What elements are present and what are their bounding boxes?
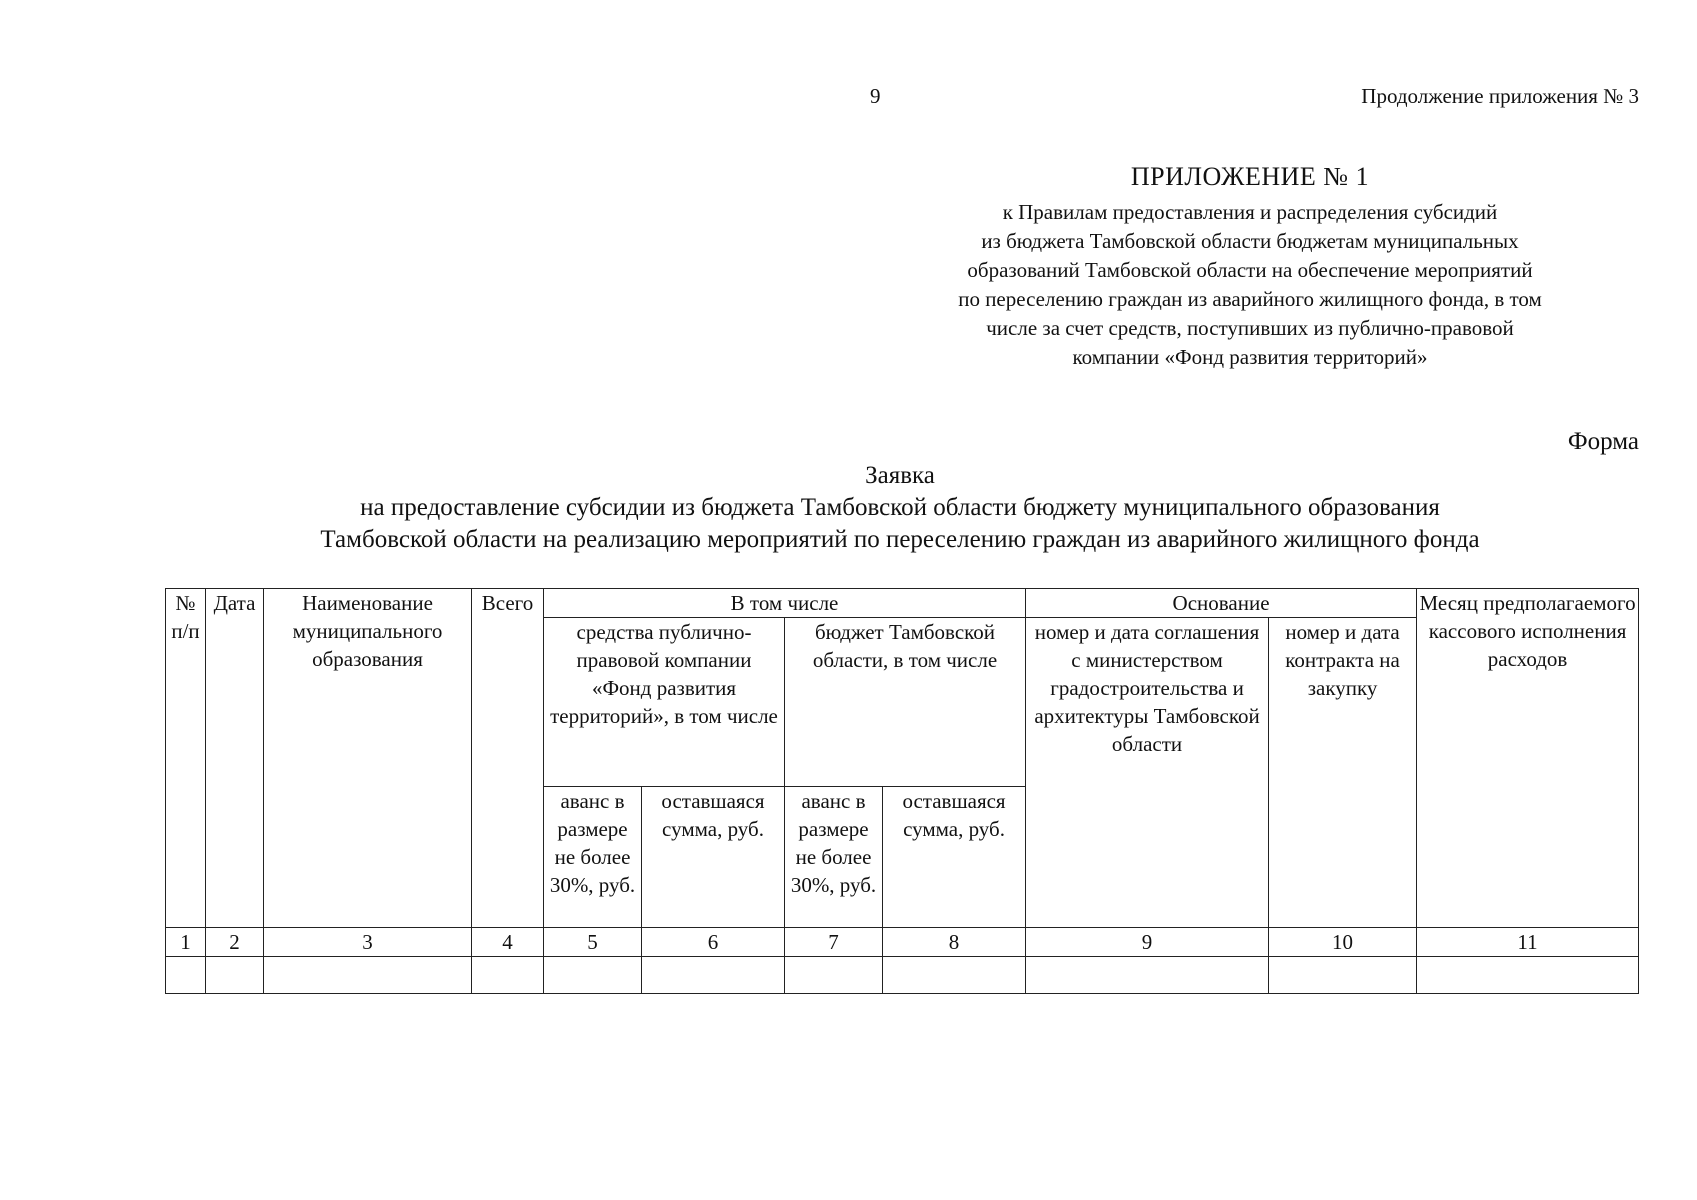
column-number: 10 bbox=[1269, 928, 1417, 957]
header-fund-remaining: оставшаяся сумма, руб. bbox=[642, 787, 785, 928]
column-number: 5 bbox=[544, 928, 642, 957]
header-regional-budget: бюджет Тамбовской области, в том числе bbox=[785, 618, 1026, 787]
column-number: 7 bbox=[785, 928, 883, 957]
header-basis: Основание bbox=[1026, 589, 1417, 618]
blank-cell bbox=[1417, 957, 1639, 994]
blank-cell bbox=[1026, 957, 1269, 994]
blank-cell bbox=[1269, 957, 1417, 994]
blank-cell bbox=[785, 957, 883, 994]
request-title: Заявка bbox=[865, 462, 935, 489]
form-label: Форма bbox=[1567, 428, 1639, 455]
header-month: Месяц предполагаемого кассового исполнения расходов bbox=[1417, 589, 1639, 928]
header-budget-remaining: оставшаяся сумма, руб. bbox=[883, 787, 1026, 928]
header-agreement: номер и дата соглашения с министерством градостроительства и архитектуры Тамбовской области bbox=[1026, 618, 1269, 928]
blank-cell bbox=[642, 957, 785, 994]
column-number: 8 bbox=[883, 928, 1026, 957]
column-number: 1 bbox=[166, 928, 206, 957]
header-fund-funds: средства публично-правовой компании «Фонд развития территорий», в том числе bbox=[544, 618, 785, 787]
column-number: 2 bbox=[206, 928, 264, 957]
appendix-block bbox=[910, 162, 1590, 372]
header-contract: номер и дата контракта на закупку bbox=[1269, 618, 1417, 928]
blank-cell bbox=[472, 957, 544, 994]
column-number: 6 bbox=[642, 928, 785, 957]
header-num: № п/п bbox=[166, 589, 206, 928]
header-municipality: Наименование муниципального образования bbox=[264, 589, 472, 928]
column-number: 3 bbox=[264, 928, 472, 957]
header-including: В том числе bbox=[544, 589, 1026, 618]
blank-cell bbox=[883, 957, 1026, 994]
blank-cell bbox=[166, 957, 206, 994]
blank-data-row bbox=[166, 957, 1639, 994]
header-total: Всего bbox=[472, 589, 544, 928]
page-number: 9 bbox=[870, 84, 881, 108]
request-heading bbox=[165, 460, 1635, 556]
header-fund-advance: аванс в размере не более 30%, руб. bbox=[544, 787, 642, 928]
header-budget-advance: аванс в размере не более 30%, руб. bbox=[785, 787, 883, 928]
appendix-title: ПРИЛОЖЕНИЕ № 1 bbox=[1130, 162, 1370, 191]
column-number: 9 bbox=[1026, 928, 1269, 957]
blank-cell bbox=[544, 957, 642, 994]
header-date: Дата bbox=[206, 589, 264, 928]
blank-cell bbox=[206, 957, 264, 994]
column-number: 11 bbox=[1417, 928, 1639, 957]
appendix-continuation: Продолжение приложения № 3 bbox=[1361, 84, 1639, 108]
column-number-row bbox=[166, 928, 1639, 957]
column-number: 4 bbox=[472, 928, 544, 957]
appendix-description: к Правилам предоставления и распределения субсидий из бюджета Тамбовской области бюджетам муниципальных образований Тамбовской области на обеспечение мероприятий по переселению граждан из аварийного жилищного фонда, в том числе за счет средств, поступивших из публично-правовой компании «Фонд развития территорий» bbox=[958, 200, 1542, 369]
request-form-table bbox=[165, 588, 1639, 994]
blank-cell bbox=[264, 957, 472, 994]
request-subtitle: на предоставление субсидии из бюджета Тамбовской области бюджету муниципального образования Тамбовской области на реализацию мероприятий по переселению граждан из аварийного жилищного фонда bbox=[320, 494, 1480, 553]
